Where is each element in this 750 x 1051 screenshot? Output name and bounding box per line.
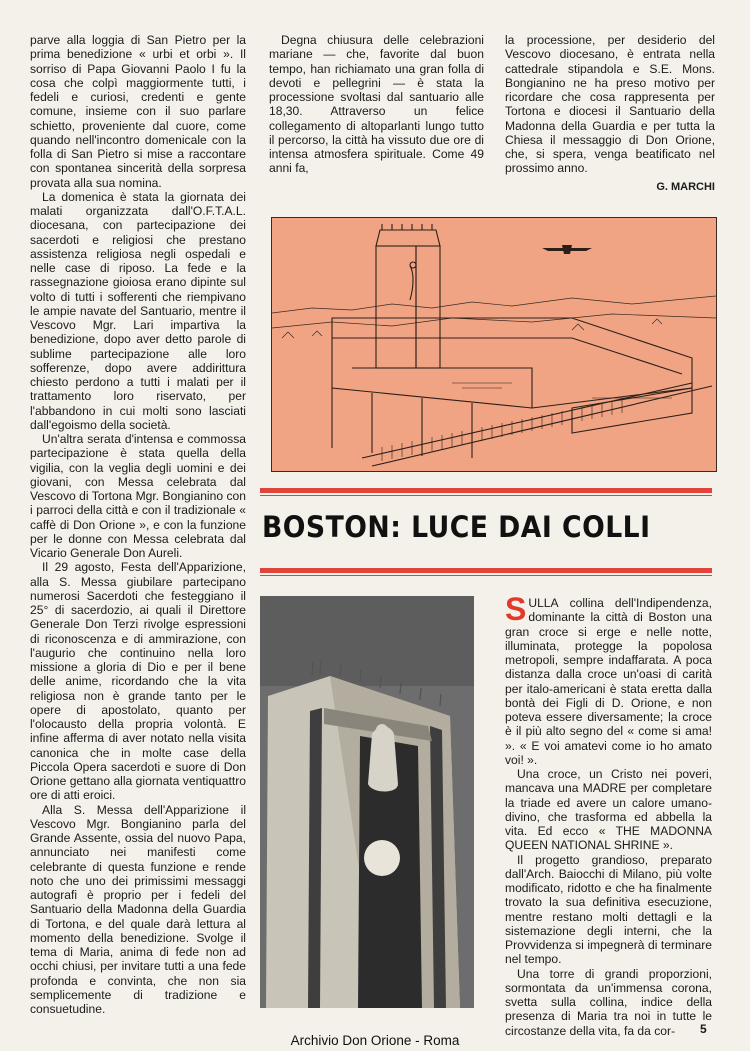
paragraph: La domenica è stata la giornata dei malati organizzata dall'O.F.T.A.L. diocesana, con partecipazione dei sacerdoti e religiosi che prestano assistenza religiosa negli ospedali e nelle case di riposo. La fede e la rassegnazione gioiosa erano dipinte sul volto di tutti i sofferenti che riempivano le ampie navate del Santuario, mentre il Vescovo Mgr. Lari impartiva la benedizione, dopo aver detto parole di sublime partecipazione alle loro sofferenze, dopo avere addirittura chiesto perdono a tutti i malati per il trattamento loro riservato, per l'abbandono in cui molti sono lasciati dall'egoismo della società. bbox=[30, 189, 246, 432]
sanctuary-drawing bbox=[272, 218, 716, 471]
paragraph: la processione, per desiderio del Vescovo diocesano, è entrata nella cattedrale stipandola e S.E. Mons. Bongianino ne ha preso motivo per ricordare che cosa rappresenta per Tortona e diocesi il Santuario della Madonna della Guardia e per tutta la Chiesa il messaggio di Don Orione, che, si spera, venga beatificato nel prossimo anno. bbox=[505, 33, 715, 176]
archive-footer: Archivio Don Orione - Roma bbox=[290, 1033, 460, 1048]
shrine-tower-image bbox=[260, 596, 474, 1008]
author-signature: G. MARCHI bbox=[656, 180, 715, 193]
article-column-2 bbox=[269, 33, 484, 176]
page-number: 5 bbox=[700, 1022, 707, 1036]
paragraph: Degna chiusura delle celebrazioni mariane — che, favorite dal buon tempo, han richiamato una gran folla di devoti e pellegrini — è stata la processione svoltasi dal santuario alle 18,30. Attraverso un felice collegamento di altoparlanti lungo tutto il percorso, la città ha vissuto due ore di intensa atmosfera spirituale. Come 49 anni fa, bbox=[269, 33, 484, 176]
dropcap: S bbox=[505, 591, 527, 627]
headline-rule-bottom bbox=[260, 568, 712, 573]
paragraph: Un'altra serata d'intensa e commossa partecipazione è stata quella della vigilia, con la veglia degli uomini e dei giovani, con Messa celebrata dal Vescovo di Tortona Mgr. Bongianino con i parroci della città e con il tradizionale « caffè di Don Orione », e con la funzione per le donne con Messa celebrata dal Vicario Generale Don Aureli. bbox=[30, 432, 246, 560]
paragraph-text: collina dell'Indipendenza, dominante la città di Boston una gran croce si erge e nelle notte, illuminata, protegge la popolosa metropoli, sempre indaffarata. A poca distanza dalla croce un'oasi di carità per italo-americani è stata eretta dalla bontà dei Figli di D. Orione, e non poteva essere diversamente; la croce è il più alto segno del « come si ama! ». « E voi amatevi come io ho amato voi! ». bbox=[505, 596, 712, 767]
paragraph: Una torre di grandi proporzioni, sormontata da un'immensa corona, svetta sulla collina, indice della presenza di Maria tra noi in tutte le circostanze della vita, fa da cor- bbox=[505, 966, 712, 1038]
headline-rule-top bbox=[260, 488, 712, 493]
shrine-tower-photo bbox=[260, 596, 474, 1008]
boston-article-column bbox=[505, 591, 712, 1038]
lead-word: ULLA bbox=[528, 596, 559, 610]
headline: BOSTON: LUCE DAI COLLI bbox=[262, 510, 651, 544]
article-column-3 bbox=[505, 33, 715, 194]
paragraph: parve alla loggia di San Pietro per la prima benedizione « urbi et orbi ». Il sorriso di Papa Giovanni Paolo I fu la cosa che colpì maggiormente tutti, i fedeli e curiosi, credenti e gente comune, insieme con il suo parlare schietto, proveniente dal cuore, come quando nell'incontro domenicale con la folla di San Pietro si mise a raccontare con spontanea sincerità della sorpresa provata alla sua nomina. bbox=[30, 33, 246, 190]
paragraph bbox=[505, 591, 712, 767]
sanctuary-illustration bbox=[271, 217, 717, 472]
paragraph: Alla S. Messa dell'Apparizione il Vescovo Mgr. Bongianino parla del Grande Assente, ossia del nuovo Papa, annunciato nei manifesti come celebrante di questa funzione e rende noto che uno dei primissimi messaggi autografi è proprio per i fedeli del Santuario della Madonna della Guardia di Tortona, e del quale darà lettura al momento della benedizione. Svolge il tema di Maria, anima di fede non ad occhi chiusi, per invitare tutti a una fede profonda e convinta, che non sia semplicemente di tradizione e consuetudine. bbox=[30, 802, 246, 1016]
article-column-1 bbox=[30, 33, 246, 1016]
paragraph: Una croce, un Cristo nei poveri, mancava una MADRE per completare la triade ed avere un calore umano-divino, che trasforma ed abbella la vita. Ed ecco « THE MADONNA QUEEN NATIONAL SHRINE ». bbox=[505, 767, 712, 853]
paragraph: Il 29 agosto, Festa dell'Apparizione, alla S. Messa giubilare partecipano numerosi Sacerdoti che festeggiano il 25° di sacerdozio, ai quali il Direttore Generale Don Terzi rivolge espressioni di riconoscenza e di ammirazione, con l'augurio che continuino nella loro missione a gloria di Dio e per il bene delle anime, ricordando che la vita religiosa non è grande tanto per le opere di apostolato, quanto per l'olocausto della propria volontà. E infine afferma di aver notato nella visita canonica che in molte case della Piccola Opera sacerdoti e suore di Don Orione gettano alla giornata ventiquattro ore di atti eroici. bbox=[30, 560, 246, 803]
paragraph: Il progetto grandioso, preparato dall'Arch. Baiocchi di Milano, più volte modificato, ridotto e che ha finalmente trovato la sua definitiva esecuzione, mentre restano molti dettagli e la sistemazione degli interni, che la Provvidenza si impegnerà di terminare nel tempo. bbox=[505, 852, 712, 967]
